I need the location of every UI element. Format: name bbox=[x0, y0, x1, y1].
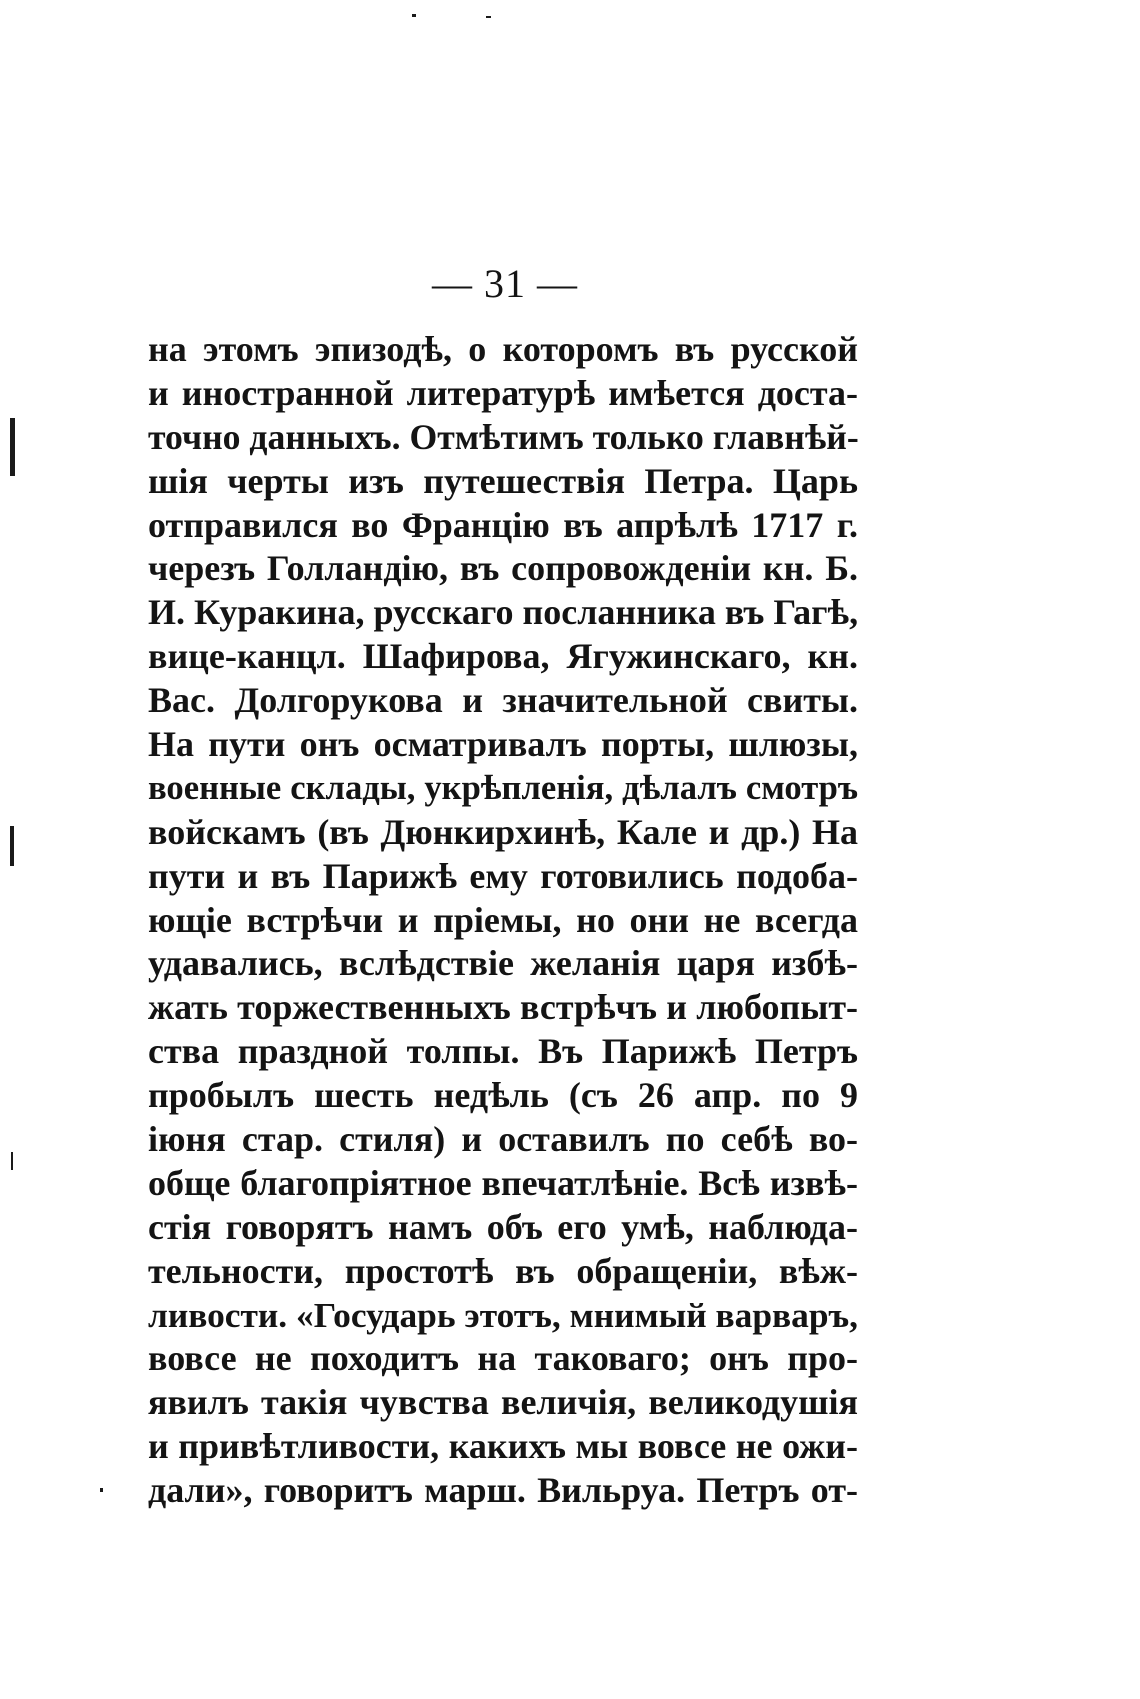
text-line: отправился во Францію въ апрѣлѣ 1717 г. bbox=[148, 504, 858, 545]
text-line: на этомъ эпизодѣ, о которомъ въ русской bbox=[148, 329, 858, 369]
text-line: тельности, простотѣ въ обращеніи, вѣж- bbox=[148, 1250, 858, 1291]
text-line: ливости. «Государь этотъ, мнимый варваръ, bbox=[148, 1294, 858, 1335]
text-line: военные склады, укрѣпленія, дѣлалъ смотръ bbox=[148, 768, 858, 807]
text-line: ющіе встрѣчи и пріемы, но они не всегда bbox=[148, 899, 858, 940]
text-line: шія черты изъ путешествія Петра. Царь bbox=[148, 460, 858, 501]
scan-edge-mark bbox=[10, 826, 14, 866]
text-line: и привѣтливости, какихъ мы вовсе не ожи- bbox=[148, 1426, 858, 1467]
text-line: ства праздной толпы. Въ Парижѣ Петръ bbox=[148, 1031, 858, 1072]
text-line: На пути онъ осматривалъ порты, шлюзы, bbox=[148, 724, 858, 765]
text-line: вице-канцл. Шафирова, Ягужинскаго, кн. bbox=[148, 636, 858, 677]
text-line: явилъ такія чувства величія, великодушія bbox=[148, 1382, 858, 1423]
text-line: пробылъ шесть недѣль (съ 26 апр. по 9 bbox=[148, 1075, 858, 1116]
text-line: точно данныхъ. Отмѣтимъ только главнѣй- bbox=[148, 416, 859, 457]
text-line: дали», говоритъ марш. Вильруа. Петръ от- bbox=[148, 1470, 858, 1511]
text-line: и иностранной литературѣ имѣется доста- bbox=[148, 372, 858, 413]
scan-speck bbox=[486, 16, 491, 18]
body-text bbox=[148, 328, 858, 1513]
scan-edge-mark bbox=[11, 1152, 13, 1170]
scan-edge-mark bbox=[10, 418, 15, 476]
text-line: іюня стар. стиля) и оставилъ по себѣ во- bbox=[148, 1119, 858, 1160]
text-line: И. Куракина, русскаго посланника въ Гагѣ, bbox=[148, 592, 859, 633]
scan-speck bbox=[100, 1488, 103, 1492]
text-line: войскамъ (въ Дюнкирхинѣ, Кале и др.) На bbox=[148, 811, 858, 852]
text-line: Вас. Долгорукова и значительной свиты. bbox=[148, 680, 858, 721]
text-line: удавались, вслѣдствіе желанія царя избѣ- bbox=[148, 943, 858, 984]
text-line: пути и въ Парижѣ ему готовились подоба- bbox=[148, 855, 858, 896]
scan-speck bbox=[412, 14, 416, 17]
text-line: вовсе не походитъ на таковаго; онъ про- bbox=[148, 1338, 858, 1379]
page-number: — 31 — bbox=[432, 261, 578, 306]
text-line: обще благопріятное впечатлѣніе. Всѣ извѣ- bbox=[148, 1162, 858, 1203]
text-line: жать торжественныхъ встрѣчъ и любопыт- bbox=[148, 987, 858, 1028]
text-line: черезъ Голландію, въ сопровожденіи кн. Б. bbox=[148, 548, 858, 589]
text-line: стія говорятъ намъ объ его умѣ, наблюда- bbox=[148, 1206, 858, 1247]
